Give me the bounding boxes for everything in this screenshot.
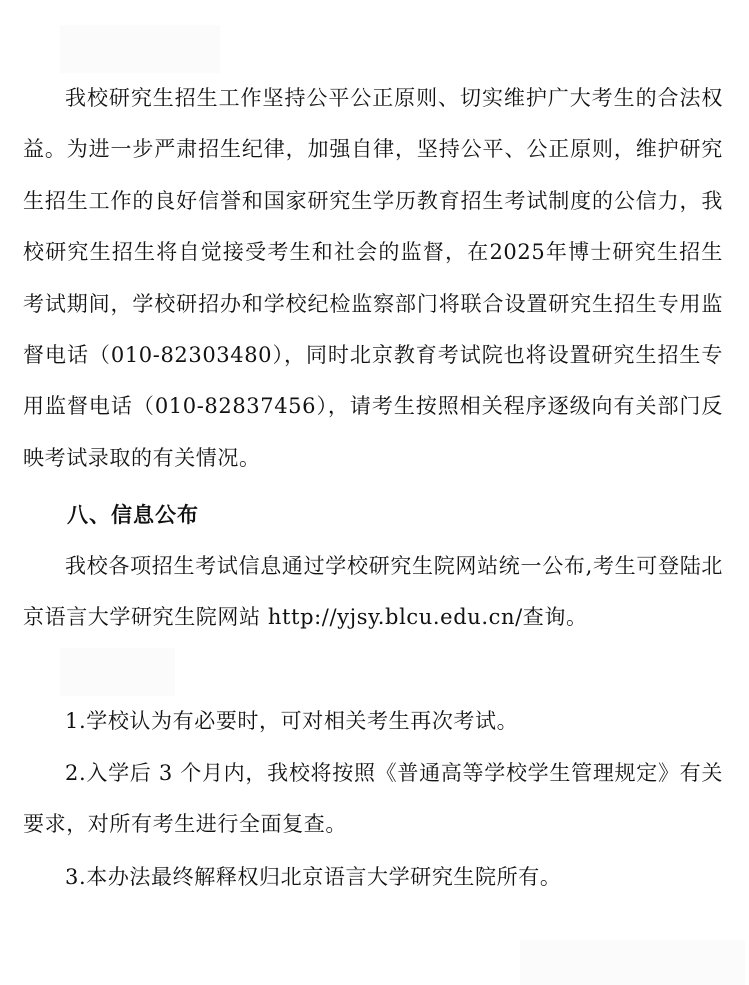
section-heading: 八、信息公布 (67, 503, 199, 527)
blank-area (60, 25, 220, 73)
supervision-paragraph: 我校研究生招生工作坚持公平公正原则、切实维护广大考生的合法权益。为进一步严肃招生纪律，加强自律，坚持公平、公正原则，维护研究生招生工作的良好信誉和国家研究生学历教育招生考试制度的公信力，我校研究生招生将自觉接受考生和社会的监督，在2025年博士研究生招生考试期间，学校研招办和学校纪检监察部门将联合设置研究生招生专用监督电话（010-82303480），同时北京教育考试院也将设置研究生招生专用监督电话（010-82837456），请考生按照相关程序逐级向有关部门反映考试录取的有关情况。 (23, 86, 723, 470)
blank-area (60, 648, 175, 696)
list-item: 3.本办法最终解释权归北京语言大学研究生院所有。 (65, 865, 562, 889)
list-item: 1.学校认为有必要时，可对相关考生再次考试。 (65, 709, 519, 733)
list-item: 2.入学后 3 个月内，我校将按照《普通高等学校学生管理规定》有关要求，对所有考生进行全面复查。 (23, 761, 723, 837)
info-publication-paragraph: 我校各项招生考试信息通过学校研究生院网站统一公布,考生可登陆北京语言大学研究生院网站 http://yjsy.blcu.edu.cn/查询。 (23, 554, 723, 630)
blank-area (520, 940, 745, 985)
